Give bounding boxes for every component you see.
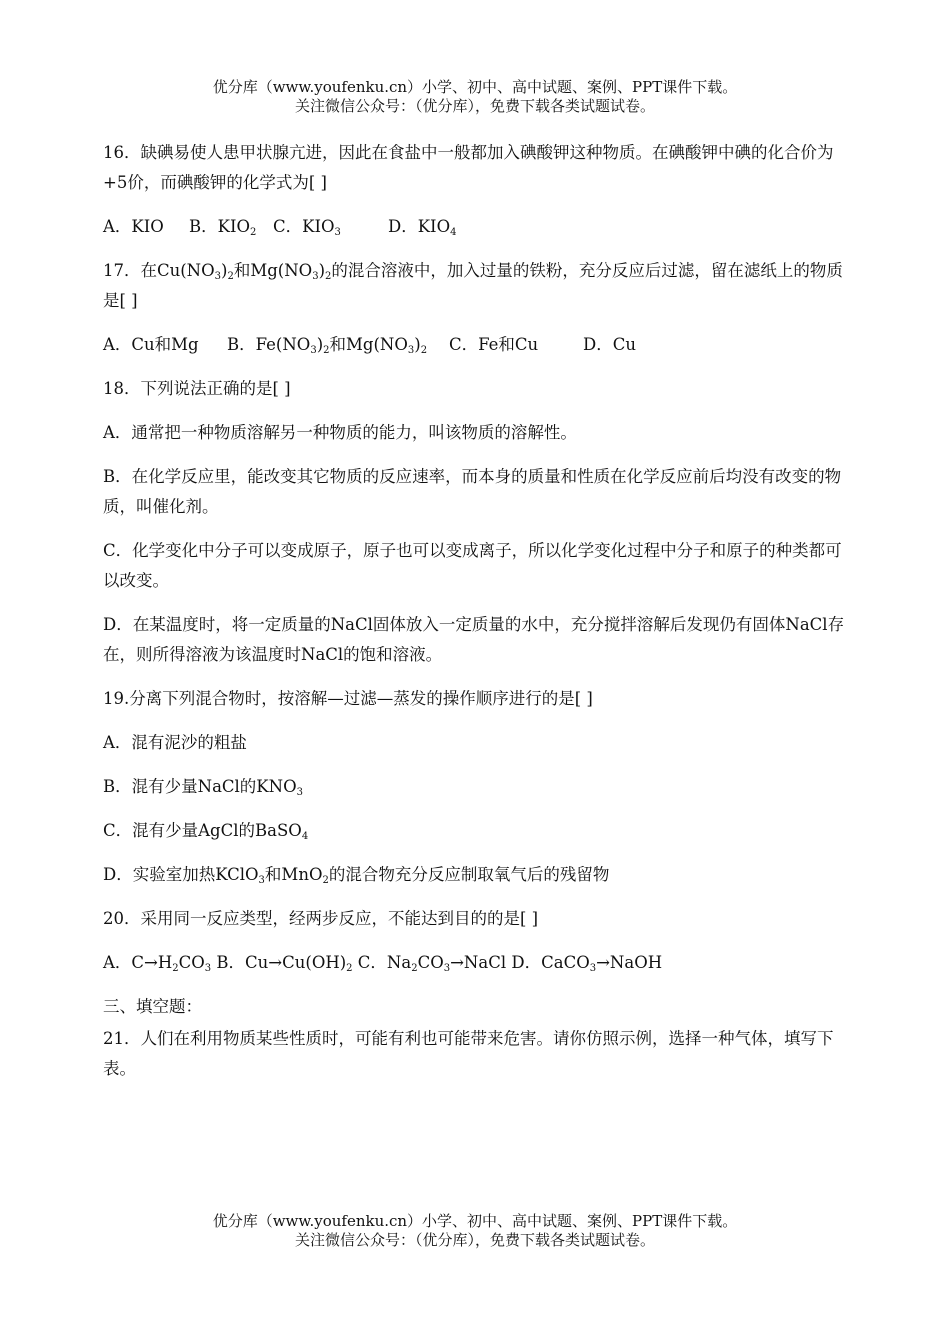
option-c: C．$Na_2CO_3\to NaCl$ (357, 953, 507, 974)
question-17 (103, 256, 848, 316)
footer-line-1: 优分库（www.youfenku.cn）小学、初中、高中试题、案例、PPT课件下载。 (212, 1212, 738, 1230)
question-16-options (103, 212, 848, 242)
question-18-option-c: C．化学变化中分子可以变成原子，原子也可以变成离子，所以化学变化过程中分子和原子的种类都可以改变。 (103, 541, 842, 590)
question-19-stem: 19.分离下列混合物时，按溶解—过滤—蒸发的操作顺序进行的是[ ] (103, 689, 593, 708)
option-a: A．KIO (103, 217, 164, 236)
question-19-option-c: C．混有少量AgCl的BaSO$_4$ (103, 821, 309, 842)
question-18-option-b: B．在化学反应里，能改变其它物质的反应速率，而本身的质量和性质在化学反应前后均没有改变的物质，叫催化剂。 (103, 467, 842, 516)
footer-line-2: 关注微信公众号：（优分库），免费下载各类试题试卷。 (294, 1231, 655, 1249)
question-19-option-d: D．实验室加热KClO$_3$和MnO$_2$的混合物充分反应制取氧气后的残留物 (103, 865, 610, 886)
question-19-option-a: A．混有泥沙的粗盐 (103, 733, 247, 752)
question-16-stem: 16．缺碘易使人患甲状腺亢进，因此在食盐中一般都加入碘酸钾这种物质。在碘酸钾中碘的化合价为+5价，而碘酸钾的化学式为[ ] (103, 143, 834, 192)
question-21-stem: 21．人们在利用物质某些性质时，可能有利也可能带来危害。请你仿照示例，选择一种气体，填写下表。 (103, 1029, 834, 1078)
option-d: D．CaCO$_3$→NaOH (511, 953, 663, 974)
question-16 (103, 138, 848, 198)
question-19-option-b: B．混有少量NaCl的$KNO_3$ (103, 777, 303, 798)
question-17-options (103, 330, 848, 360)
question-17-stem: 17．在$Cu(NO_3)_2$和$Mg(NO_3)_2$的混合溶液中，加入过量的铁粉，充分反应后过滤，留在滤纸上的物质是[ ] (103, 261, 843, 310)
option-b: B．$KIO_2$ (189, 217, 257, 238)
option-b: B．$Cu\to Cu(OH)_2$ (216, 953, 353, 974)
option-a: A．Cu和Mg (103, 335, 199, 354)
question-20-stem: 20．采用同一反应类型，经两步反应，不能达到目的的是[ ] (103, 909, 539, 928)
option-d: D．Cu (583, 335, 636, 354)
page-header (0, 78, 950, 116)
option-d: D．$KIO_4$ (388, 217, 457, 238)
header-line-2: 关注微信公众号：（优分库），免费下载各类试题试卷。 (294, 97, 655, 115)
page-footer (0, 1212, 950, 1250)
section-title: 三、填空题： (103, 997, 202, 1016)
document-body (103, 138, 848, 1098)
option-c: C．Fe和Cu (449, 335, 539, 354)
question-20-options (103, 948, 848, 978)
question-18-option-a: A．通常把一种物质溶解另一种物质的能力，叫该物质的溶解性。 (103, 423, 577, 442)
option-c: C．$KIO_3$ (273, 217, 341, 238)
option-b: B．$Fe(NO_3)_2$和$Mg(NO_3)_2$ (227, 335, 428, 356)
option-a: A．$C\to H_2CO_3$ (103, 953, 212, 974)
question-18-stem: 18．下列说法正确的是[ ] (103, 379, 291, 398)
question-18-option-d: D．在某温度时，将一定质量的NaCl固体放入一定质量的水中，充分搅拌溶解后发现仍有固体NaCl存在，则所得溶液为该温度时NaCl的饱和溶液。 (103, 615, 845, 664)
header-line-1: 优分库（www.youfenku.cn）小学、初中、高中试题、案例、PPT课件下载。 (212, 78, 738, 96)
